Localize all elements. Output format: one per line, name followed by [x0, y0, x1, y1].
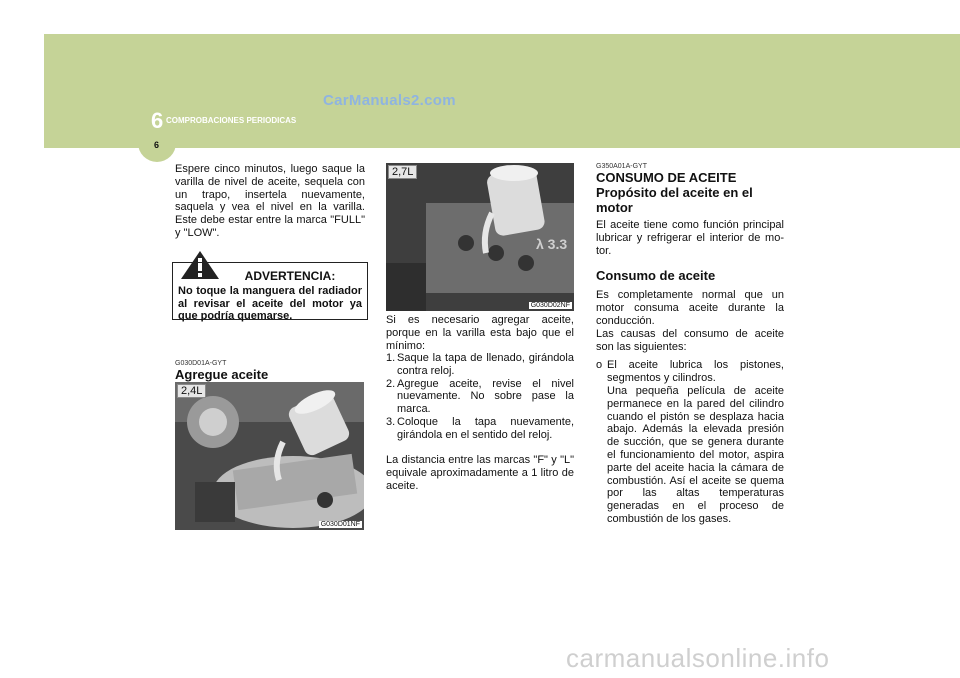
warning-title: ADVERTENCIA:: [244, 269, 336, 283]
step-item: [386, 416, 574, 442]
section-title: Agregue aceite: [175, 367, 269, 382]
paragraph-purpose: El aceite tiene como función principal lubricar y refrigerar el interior de mo-tor.: [596, 219, 784, 257]
figure-code: G030D01NF: [320, 521, 360, 528]
oil-consumption-section: [596, 163, 784, 526]
step-item: [386, 352, 574, 378]
engine-figure-2-7l: [386, 163, 574, 311]
watermark-top-link[interactable]: CarManuals2.com: [323, 92, 456, 109]
col2-intro: Si es necesario agregar aceite, porque en la varilla esta bajo que el mínimo:: [386, 314, 574, 352]
section-code: G030D01A-GYT: [175, 360, 227, 367]
bullet-first-line: El aceite lubrica los pistones, segmentos y cilindros.: [607, 359, 784, 385]
engine-figure-2-4l: [175, 382, 364, 530]
header-band: [44, 34, 960, 148]
consumption-heading: Consumo de aceite: [596, 268, 716, 284]
section-subtitle: Propósito del aceite en el motor: [596, 185, 753, 215]
section-code: G350A01A-GYT: [596, 163, 647, 170]
section-title: CONSUMO DE ACEITE: [596, 170, 737, 185]
figure-code: G030D02NF: [530, 302, 570, 309]
add-oil-heading-block: [175, 360, 365, 382]
watermark-bottom-link[interactable]: carmanualsonline.info: [566, 643, 830, 673]
chapter-title: COMPROBACIONES PERIODICAS: [166, 116, 297, 125]
paragraph-normal: Es completamente normal que un motor consuma aceite durante la conducción.: [596, 289, 784, 327]
step-text: Saque la tapa de llenado, girándola contra reloj.: [397, 352, 574, 377]
step-number: 1.: [386, 352, 396, 364]
warning-text: No toque la manguera del radiador al revisar el aceite del motor ya que podría quemarse.: [178, 285, 362, 322]
bullet-marker: o: [596, 359, 603, 372]
steps-list: [386, 352, 574, 442]
col2-closing: La distancia entre las marcas "F" y "L" equivale aproximadamente a 1 litro de aceite.: [386, 454, 574, 492]
step-number: 3.: [386, 415, 396, 428]
figure-label: 2,7L: [388, 165, 417, 179]
page-number: 6: [154, 140, 160, 150]
engine-illustration: [386, 163, 574, 311]
svg-text:λ 3.3: λ 3.3: [536, 236, 568, 252]
step-number: 2.: [386, 377, 396, 390]
bullet-item: [596, 359, 784, 525]
step-item: [386, 378, 574, 416]
warning-box: [172, 262, 368, 320]
engine-illustration: [175, 382, 364, 530]
step-text: Coloque la tapa nuevamente, girándola en el sentido del reloj.: [397, 415, 574, 441]
paragraph-causes: Las causas del consumo de aceite son las siguientes:: [596, 327, 784, 353]
chapter-number: 6: [151, 108, 164, 133]
bullet-explanation: Una pequeña película de aceite permanece en la pared del cilindro cuando el pistón se desplaza hacia abajo. Además la elevada presión de succión, que se genera durante el funcionamiento del motor, aspira parte del aceite hacia la cámara de combustión. Así el aceite se quema por las altas temperaturas generadas en el proceso de combustión de los gases.: [607, 384, 784, 525]
step-text: Agregue aceite, revise el nivel nuevamente. No sobre pase la marca.: [397, 377, 574, 416]
col1-intro: Espere cinco minutos, luego saque la varilla de nivel de aceite, sequela con un trapo, insertela nuevamente, saquela y vea el nivel en la varilla. Este debe estar entre la marca "FULL" y "LOW".: [175, 163, 365, 239]
figure-label: 2,4L: [177, 384, 206, 398]
